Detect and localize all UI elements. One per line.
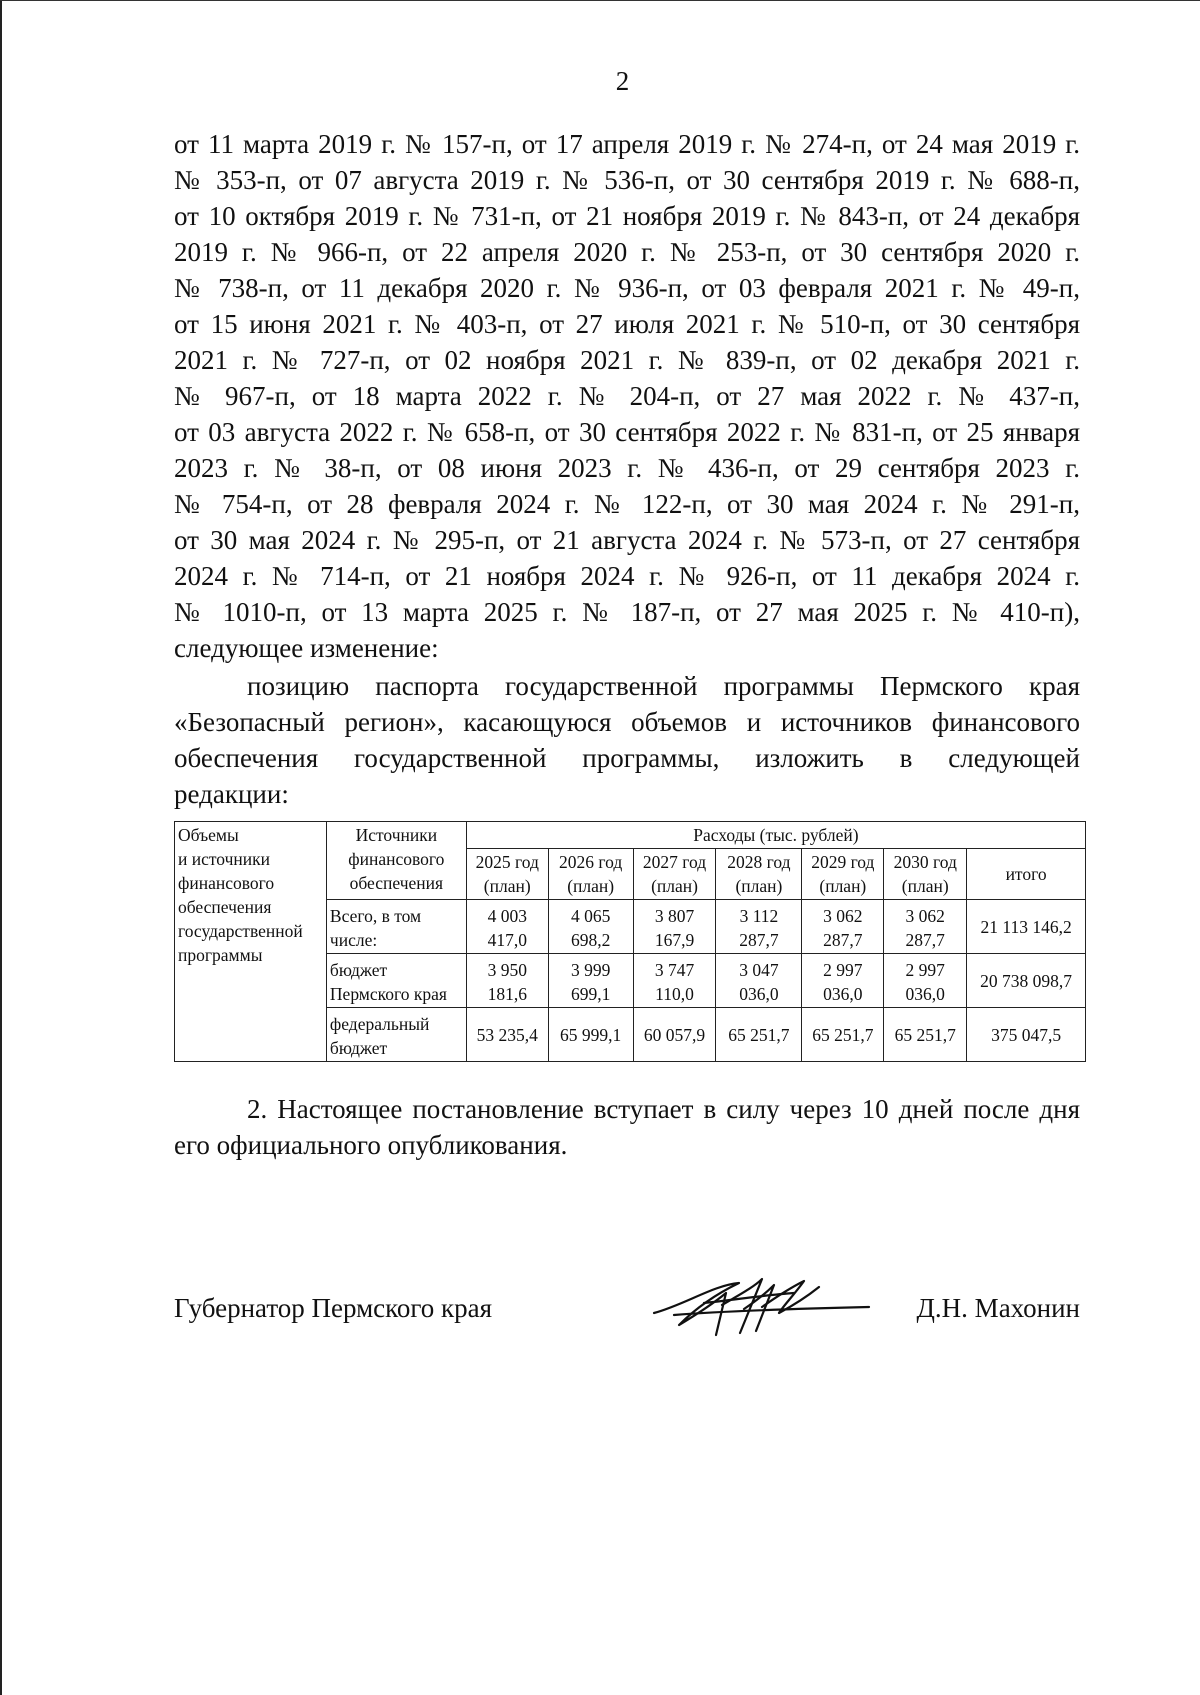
source-label: Всего, в том числе: [326,900,466,954]
value-cell: 3 999 699,1 [548,954,633,1008]
year-header: 2025 год (план) [466,849,548,900]
total-cell: 21 113 146,2 [967,900,1086,954]
value-cell: 3 747 110,0 [633,954,716,1008]
paragraph-line: 2023 г. № 38-п, от 08 июня 2023 г. № 436-п, от 29 сентября 2023 г. [174,453,1080,483]
paragraph-line: № 1010-п, от 13 марта 2025 г. № 187-п, от 27 мая 2025 г. № 410-п), [174,597,1080,627]
handwritten-signature [644,1265,874,1345]
value-cell: 65 251,7 [802,1008,884,1062]
paragraph-line: следующее изменение: [174,633,439,663]
paragraph-line: 2019 г. № 966-п, от 22 апреля 2020 г. № 253-п, от 30 сентября 2020 г. [174,237,1080,267]
paragraph-line: от 11 марта 2019 г. № 157-п, от 17 апреля 2019 г. № 274-п, от 24 мая 2019 г. [174,129,1080,159]
value-cell: 3 047 036,0 [716,954,802,1008]
paragraph-line: от 30 мая 2024 г. № 295-п, от 21 августа 2024 г. № 573-п, от 27 сентября [174,525,1080,555]
source-label: бюджет Пермского края [326,954,466,1008]
total-cell: 375 047,5 [967,1008,1086,1062]
effective-date-paragraph [174,1090,1080,1162]
value-cell: 3 112 287,7 [716,900,802,954]
value-cell: 3 807 167,9 [633,900,716,954]
year-header: 2028 год (план) [716,849,802,900]
paragraph-line: № 967-п, от 18 марта 2022 г. № 204-п, от 27 мая 2022 г. № 437-п, [174,381,1080,411]
value-cell: 2 997 036,0 [802,954,884,1008]
page-number: 2 [615,66,630,96]
row-header-cell: Объемы и источники финансового обеспечения государственной программы [175,822,327,1062]
year-header: 2027 год (план) [633,849,716,900]
paragraph-line: 2. Настоящее постановление вступает в силу через 10 дней после дня [247,1094,1080,1124]
value-cell: 53 235,4 [466,1008,548,1062]
value-cell: 3 062 287,7 [884,900,967,954]
paragraph-line: № 353-п, от 07 августа 2019 г. № 536-п, от 30 сентября 2019 г. № 688-п, [174,165,1080,195]
paragraph-line: от 10 октября 2019 г. № 731-п, от 21 ноября 2019 г. № 843-п, от 24 декабря [174,201,1080,231]
total-cell: 20 738 098,7 [967,954,1086,1008]
year-header: 2026 год (план) [548,849,633,900]
value-cell: 3 950 181,6 [466,954,548,1008]
financing-table [174,821,1086,1062]
value-cell: 4 003 417,0 [466,900,548,954]
value-cell: 65 251,7 [716,1008,802,1062]
paragraph-line: № 738-п, от 11 декабря 2020 г. № 936-п, от 03 февраля 2021 г. № 49-п, [174,273,1080,303]
year-header: 2030 год (план) [884,849,967,900]
value-cell: 2 997 036,0 [884,954,967,1008]
expenses-header: Расходы (тыс. рублей) [466,822,1085,849]
scan-edge-left [0,0,2,1695]
value-cell: 65 999,1 [548,1008,633,1062]
value-cell: 4 065 698,2 [548,900,633,954]
passport-paragraph [174,668,1080,812]
paragraph-line: 2021 г. № 727-п, от 02 ноября 2021 г. № 839-п, от 02 декабря 2021 г. [174,345,1080,375]
paragraph-line: «Безопасный регион», касающуюся объемов и источников финансового [174,707,1080,737]
signatory-name: Д.Н. Махонин [916,1293,1080,1323]
value-cell: 60 057,9 [633,1008,716,1062]
paragraph-line: № 754-п, от 28 февраля 2024 г. № 122-п, от 30 мая 2024 г. № 291-п, [174,489,1080,519]
year-header: 2029 год (план) [802,849,884,900]
scan-edge-top [0,0,1200,1]
paragraph-line: редакции: [174,779,289,809]
paragraph-line: обеспечения государственной программы, изложить в следующей [174,743,1080,773]
source-label: федеральный бюджет [326,1008,466,1062]
total-header: итого [967,849,1086,900]
paragraph-line: от 03 августа 2022 г. № 658-п, от 30 сентября 2022 г. № 831-п, от 25 января [174,417,1080,447]
intro-paragraph [174,126,1080,666]
value-cell: 65 251,7 [884,1008,967,1062]
paragraph-line: позицию паспорта государственной программы Пермского края [247,671,1080,701]
sources-header: Источники финансового обеспечения [326,822,466,900]
paragraph-line: от 15 июня 2021 г. № 403-п, от 27 июля 2021 г. № 510-п, от 30 сентября [174,309,1080,339]
signatory-position: Губернатор Пермского края [174,1293,493,1323]
paragraph-line: 2024 г. № 714-п, от 21 ноября 2024 г. № 926-п, от 11 декабря 2024 г. [174,561,1080,591]
paragraph-line: его официального опубликования. [174,1130,568,1160]
value-cell: 3 062 287,7 [802,900,884,954]
